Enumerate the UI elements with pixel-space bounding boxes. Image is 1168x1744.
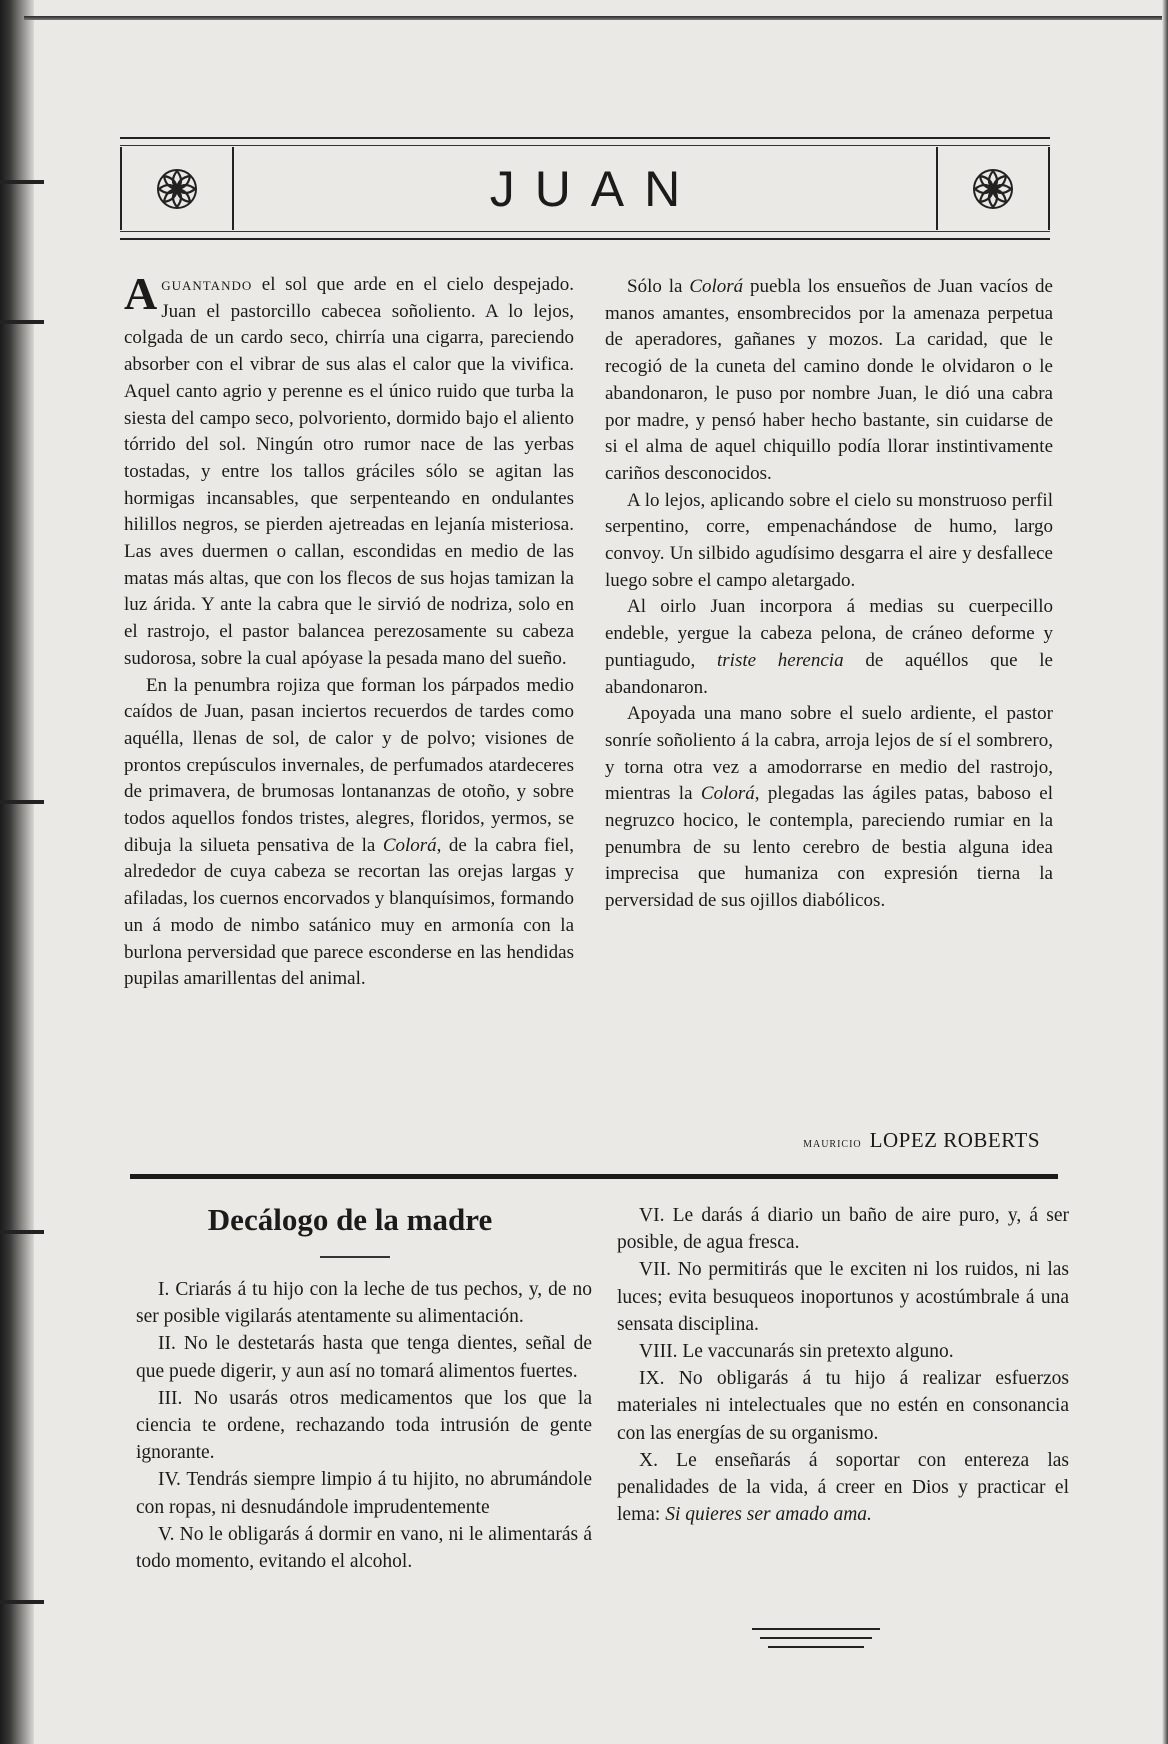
article-title: JUAN (489, 160, 701, 217)
author-last-name: LOPEZ ROBERTS (869, 1128, 1040, 1152)
decalogo-item: V. No le obligarás á dormir en vano, ni le alimentarás á todo momento, evitando el alcohol. (136, 1523, 592, 1573)
decalogo-item: I. Criarás á tu hijo con la leche de tus pechos, y, de no ser posible vigilarás atentamente su alimentación. (136, 1279, 592, 1328)
emphasis: Colorá (689, 276, 744, 297)
emblem-right (936, 147, 1050, 230)
binding-mark (0, 800, 44, 804)
decalogo-item: VI. Le darás á diario un baño de aire puro, y, á ser posible, de agua fresca. (617, 1205, 1069, 1254)
binding-mark (0, 1600, 44, 1604)
emphasis: Si quieres ser amado ama. (665, 1504, 872, 1526)
article-paragraph (124, 268, 574, 673)
decalogo-column-left (136, 1276, 592, 1575)
paragraph-text: , de la cabra fiel, alrededor de cuya cabeza se recortan las orejas largas y afiladas, los cuernos encorvados y blanquísimos, formando un á modo de nimbo satánico muy en armonía con la burlona perversidad que parece esconderse en las hendidas pupilas amarillentas del animal. (124, 834, 574, 990)
article-paragraph (605, 594, 1053, 701)
article-paragraph (605, 701, 1053, 915)
decalogo-item: VII. No permitirás que le exciten ni los ruidos, ni las luces; evita besuqueos inoportunos y acostúmbrale á una sensata disciplina. (617, 1259, 1069, 1335)
rosette-icon (155, 167, 199, 211)
binding-mark (0, 180, 44, 184)
decalogo-item: III. No usarás otros medicamentos que los que la ciencia te ordene, rechazando toda intrusión de gente ignorante. (136, 1387, 592, 1464)
paragraph-text: Sólo la (627, 276, 690, 297)
paragraph-text: de aquéllos que le abandonaron. (605, 649, 1053, 698)
paragraph-text: Al oirlo Juan incorpora á medias su cuerpecillo endeble, yergue la cabeza pelona, de cráneo deforme y puntiagudo, (605, 596, 1053, 671)
decalogo-title: Decálogo de la madre (207, 1202, 493, 1237)
binding-mark (0, 1230, 44, 1234)
page-right-edge (1162, 0, 1168, 1744)
emphasis: Colorá (700, 783, 755, 805)
article-paragraph (124, 673, 574, 993)
end-rule (752, 1628, 880, 1630)
page-top-edge (24, 16, 1168, 20)
emphasis: triste herencia (717, 649, 844, 671)
article-column-right (605, 274, 1053, 915)
decalogo-item: IV. Tendrás siempre limpio á tu hijito, no abrumándole con ropas, ni desnudándole imprudentemente (136, 1469, 592, 1518)
paragraph-text: puebla los ensueños de Juan vacíos de manos amantes, ensombrecidos por la amenaza perpetua de aperadores, gañanes y mozos. La caridad, que le recogió de la cuneta del camino donde le olvidaron o le abandonaron, le puso por nombre Juan, le dió una cabra por madre, y pensó haber hecho bastante, sin cuidarse de si el alma de aquel chiquillo podía llorar instintivamente cariños desconocidos. (605, 276, 1053, 484)
paragraph-text: Apoyada una mano sobre el suelo ardiente, el pastor sonríe soñoliento á la cabra, arroja lejos de sí el sombrero, y torna otra vez a amodorrarse en medio del rastrojo, mientras la (605, 703, 1053, 805)
end-ornament (752, 1628, 880, 1655)
end-rule (768, 1646, 864, 1648)
lead-smallcaps: guantando (161, 274, 253, 295)
item-text: X. Le enseñarás á soportar con entereza las penalidades de la vida, á creer en Dios y practicar el lema: (617, 1449, 1069, 1526)
decalogo-item (617, 1447, 1069, 1529)
article-header (120, 137, 1050, 240)
emphasis: Colorá (382, 834, 437, 856)
author-first-name: mauricio (803, 1136, 862, 1151)
end-rule (760, 1637, 872, 1639)
decalogo-column-right (617, 1202, 1069, 1528)
emblem-left (120, 147, 234, 230)
section-divider (130, 1174, 1058, 1179)
decalogo-item: IX. No obligarás á tu hijo á realizar esfuerzos materiales ni intelectuales que no estén en consonancia con las energías de su organismo. (617, 1368, 1069, 1444)
drop-cap: A (124, 268, 158, 319)
title-underline (320, 1256, 390, 1258)
article-paragraph: A lo lejos, aplicando sobre el cielo su monstruoso perfil serpentino, corre, empenachándose de humo, largo convoy. Un silbido agudísimo desgarra el aire y desfallece luego sobre el campo aletargado. (605, 489, 1053, 591)
author-signature (600, 1128, 1040, 1153)
article-paragraph (605, 274, 1053, 488)
decalogo-item: VIII. Le vaccunarás sin pretexto alguno. (639, 1341, 954, 1363)
rosette-icon (971, 167, 1015, 211)
article-column-left (124, 268, 574, 993)
paragraph-text: En la penumbra rojiza que forman los párpados medio caídos de Juan, pasan inciertos recuerdos de tardes como aquélla, llenas de sol, de calor y de polvo; visiones de prontos crepúsculos invernales, de perfumados atardeceres de primavera, de brumosas lontananzas de otoño, y sobre todos aquellos fondos tristes, alegres, floridos, yermos, se dibuja la silueta pensativa de la (124, 674, 574, 856)
decalogo-item: II. No le destetarás hasta que tenga dientes, señal de que puede digerir, y aun así no tomará alimentos fuertes. (136, 1333, 592, 1382)
lead-text: el sol que arde en el cielo despejado. Juan el pastorcillo cabecea soñoliento. A lo lejos, colgada de un cardo seco, chirría una cigarra, pareciendo absorber con el vibrar de sus alas el calor que la vivifica. Aquel canto agrio y perenne es el único ruido que turba la siesta del campo seco, polvoriento, dormido bajo el aliento tórrido del sol. Ningún otro rumor nace de las yerbas tostadas, y entre los tallos gráciles sólo se agitan las hormigas incansables, que serpenteando en ondulantes hilillos negros, se pierden ajetreadas en lejanía misteriosa. Las aves duermen o callan, escondidas en medio de las matas más altas, que con los flecos de sus hojas tamizan la luz árida. Y ante la cabra que le sirvió de nodriza, solo en el rastrojo, el pastor balancea perezosamente su cabeza sudorosa, sobre la cual apóyase la pesada mano del sueño. (124, 274, 574, 669)
page-binding-edge (0, 0, 34, 1744)
binding-mark (0, 320, 44, 324)
paragraph-text: , plegadas las ágiles patas, baboso el negruzco hocico, le contempla, pareciendo rumiar en la penumbra de su lento cerebro de bestia alguna idea imprecisa que humaniza con expresión tierna la perversidad de sus ojillos diabólicos. (605, 783, 1053, 912)
